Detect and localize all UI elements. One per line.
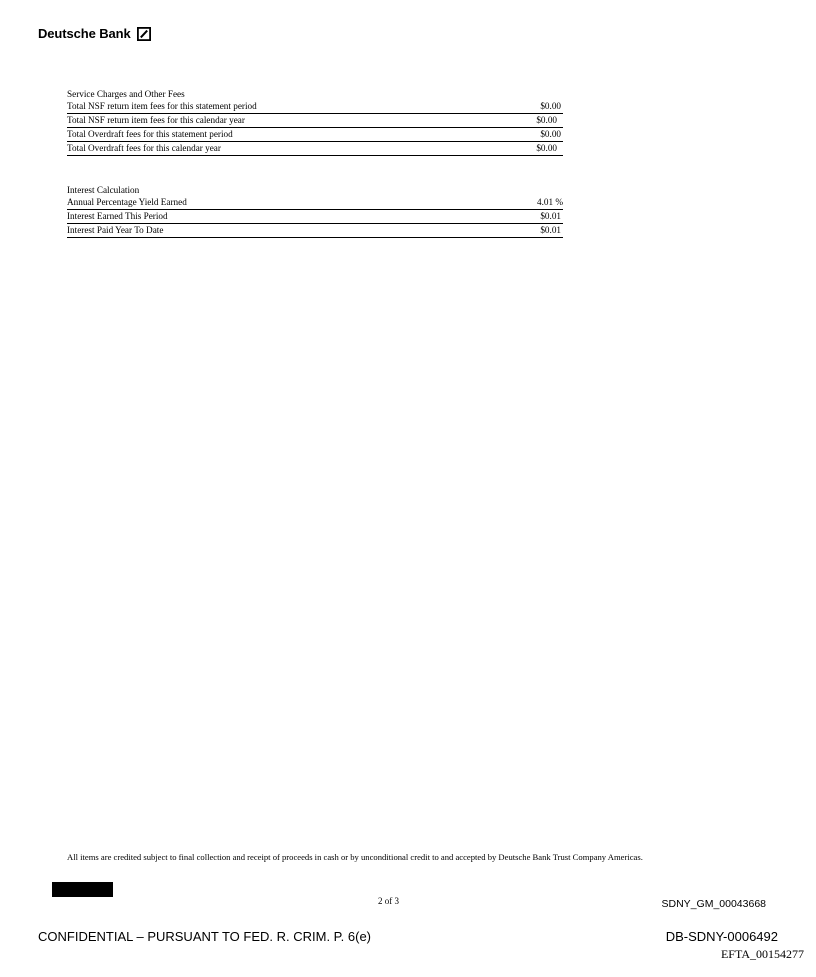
row-label: Total NSF return item fees for this statement period <box>67 101 257 111</box>
row-value: $0.00 <box>536 143 557 153</box>
table-row <box>67 210 563 224</box>
row-label: Total Overdraft fees for this calendar year <box>67 143 221 153</box>
table-row <box>67 196 563 210</box>
table-row <box>67 128 563 142</box>
row-value: $0.00 <box>540 129 561 139</box>
bank-header <box>38 26 151 41</box>
row-label: Interest Paid Year To Date <box>67 225 164 235</box>
row-label: Annual Percentage Yield Earned <box>67 197 187 207</box>
interest-calculation-title: Interest Calculation <box>67 185 140 195</box>
service-charges-title: Service Charges and Other Fees <box>67 89 185 99</box>
row-label: Total NSF return item fees for this calendar year <box>67 115 245 125</box>
service-charges-section <box>67 88 563 156</box>
bates-number-sdny-gm: SDNY_GM_00043668 <box>661 898 766 910</box>
table-row <box>67 142 563 156</box>
row-label: Interest Earned This Period <box>67 211 168 221</box>
row-value: $0.00 <box>540 101 561 111</box>
confidentiality-notice: CONFIDENTIAL – PURSUANT TO FED. R. CRIM. P. 6(e) <box>38 929 372 944</box>
bates-number-efta: EFTA_00154277 <box>720 947 804 961</box>
row-value: $0.00 <box>536 115 557 125</box>
bank-name: Deutsche Bank <box>38 26 131 41</box>
row-label: Total Overdraft fees for this statement period <box>67 129 233 139</box>
table-row <box>67 114 563 128</box>
table-row <box>67 100 563 114</box>
table-row <box>67 224 563 238</box>
page-number: 2 of 3 <box>378 896 399 906</box>
deutsche-bank-logo-icon <box>137 27 151 41</box>
row-value: $0.01 <box>540 211 561 221</box>
bates-number-db: DB-SDNY-0006492 <box>665 929 778 944</box>
disclaimer-text: All items are credited subject to final collection and receipt of proceeds in cash or by unconditional credit to and accepted by Deutsche Bank Trust Company Americas. <box>67 852 643 862</box>
row-value: 4.01 % <box>536 197 563 207</box>
redaction-block <box>52 882 113 897</box>
interest-calculation-section <box>67 184 563 238</box>
row-value: $0.01 <box>540 225 561 235</box>
